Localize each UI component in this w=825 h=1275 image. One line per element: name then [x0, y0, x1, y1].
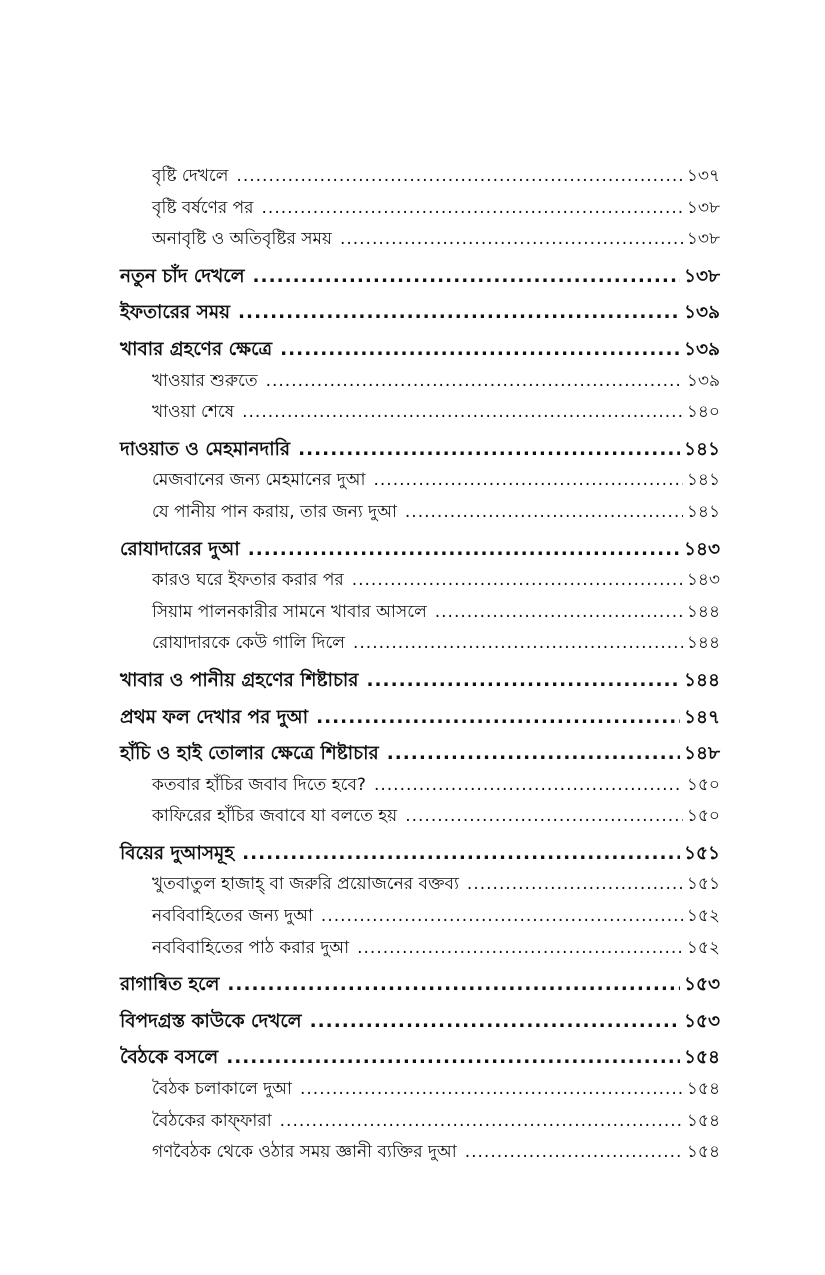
- toc-section-row: [120, 163, 720, 195]
- toc-page-number: ১৩৮: [686, 197, 720, 218]
- dot-leader: [352, 570, 683, 590]
- toc-entry-title: বিপদগ্রস্ত কাউকে দেখলে: [120, 1010, 302, 1032]
- toc-entry-title: নববিবাহিতের পাঠ করার দুআ: [152, 937, 350, 958]
- dot-leader: [465, 1142, 683, 1162]
- toc-chapter-row: [120, 1039, 720, 1076]
- toc-entry-title: খাওয়া শেষে: [152, 402, 235, 423]
- toc-chapter-row: [120, 835, 720, 872]
- toc-entry-title: নতুন চাঁদ দেখলে: [120, 265, 245, 287]
- toc-section-row: [120, 195, 720, 227]
- table-of-contents: [120, 163, 720, 1171]
- dot-leader: [238, 302, 680, 323]
- toc-page-number: ১৪৪: [683, 669, 720, 691]
- toc-section-row: [120, 1108, 720, 1140]
- dot-leader: [366, 670, 680, 691]
- toc-page-number: ১৪১: [686, 470, 720, 491]
- dot-leader: [242, 402, 683, 422]
- dot-leader: [316, 707, 680, 728]
- toc-entry-title: সিয়াম পালনকারীর সামনে খাবার আসলে: [152, 601, 427, 622]
- toc-page-number: ১৪১: [683, 438, 720, 460]
- toc-page-number: ১৫১: [686, 874, 720, 895]
- toc-page-number: ১৫৪: [686, 1110, 720, 1131]
- toc-chapter-row: [120, 699, 720, 736]
- toc-section-row: [120, 630, 720, 662]
- toc-entry-title: যে পানীয় পান করায়, তার জন্য দুআ: [152, 501, 397, 522]
- dot-leader: [405, 502, 683, 522]
- toc-chapter-row: [120, 531, 720, 568]
- toc-page-number: ১৩৭: [686, 166, 720, 186]
- toc-entry-title: নববিবাহিতের জন্য দুআ: [152, 906, 313, 927]
- dot-leader: [467, 874, 683, 894]
- toc-entry-title: মেজবানের জন্য মেহমানের দুআ: [152, 470, 366, 491]
- toc-section-row: [120, 871, 720, 903]
- dot-leader: [226, 1047, 680, 1068]
- toc-page-number: ১৩৮: [686, 229, 720, 250]
- dot-leader: [242, 843, 680, 864]
- toc-page-number: ১৫২: [686, 937, 720, 958]
- toc-section-row: [120, 1076, 720, 1108]
- toc-entry-title: বৈঠক চলাকালে দুআ: [152, 1079, 292, 1100]
- toc-entry-title: হাঁচি ও হাই তোলার ক্ষেত্রে শিষ্টাচার: [120, 743, 379, 765]
- toc-chapter-row: [120, 294, 720, 331]
- dot-leader: [374, 470, 683, 490]
- toc-chapter-row: [120, 258, 720, 295]
- toc-section-row: [120, 772, 720, 804]
- dot-leader: [253, 266, 680, 287]
- toc-page-number: ১৫৪: [686, 1079, 720, 1100]
- dot-leader: [310, 1011, 680, 1032]
- dot-leader: [405, 806, 683, 826]
- toc-page-number: ১৫২: [686, 906, 720, 927]
- toc-page-number: ১৪৮: [683, 743, 720, 765]
- toc-section-row: [120, 368, 720, 400]
- toc-section-row: [120, 803, 720, 835]
- toc-section-row: [120, 399, 720, 431]
- toc-entry-title: রোযাদারের দুআ: [120, 538, 240, 560]
- toc-page-number: ১৫০: [686, 774, 720, 795]
- toc-page-number: ১৩৮: [683, 265, 720, 287]
- toc-entry-title: খাওয়ার শুরুতে: [152, 370, 258, 391]
- toc-entry-title: খুতবাতুল হাজাহ্ বা জরুরি প্রয়োজনের বক্তব্য: [152, 874, 459, 895]
- toc-page-number: ১৫৪: [683, 1047, 720, 1069]
- toc-page-number: ১৫৩: [683, 974, 720, 996]
- toc-page-number: ১৪৪: [686, 633, 720, 654]
- toc-entry-title: দাওয়াত ও মেহমানদারি: [120, 438, 291, 460]
- toc-chapter-row: [120, 1003, 720, 1040]
- toc-page-number: ১৩৯: [686, 370, 720, 391]
- toc-page-number: ১৪৩: [683, 538, 720, 560]
- toc-entry-title: রোযাদারকে কেউ গালি দিলে: [152, 633, 345, 654]
- toc-entry-title: প্রথম ফল দেখার পর দুআ: [120, 706, 309, 728]
- dot-leader: [374, 775, 683, 795]
- toc-page-number: ১৫৪: [686, 1142, 720, 1163]
- toc-section-row: [120, 467, 720, 499]
- toc-section-row: [120, 599, 720, 631]
- toc-page-number: ১৫০: [686, 806, 720, 827]
- dot-leader: [280, 339, 680, 360]
- dot-leader: [280, 1111, 683, 1131]
- dot-leader: [435, 602, 683, 622]
- toc-entry-title: কাফিরের হাঁচির জবাবে যা বলতে হয়: [152, 806, 398, 827]
- toc-chapter-row: [120, 966, 720, 1003]
- toc-entry-title: বৃষ্টি দেখলে: [152, 166, 229, 186]
- toc-entry-title: খাবার গ্রহণের ক্ষেত্রে: [120, 338, 273, 360]
- toc-page-number: ১৪১: [686, 501, 720, 522]
- toc-page-number: ১৫১: [683, 842, 720, 864]
- toc-entry-title: গণবৈঠক থেকে ওঠার সময় জ্ঞানী ব্যক্তির দুআ: [152, 1142, 457, 1163]
- toc-entry-title: বৃষ্টি বর্ষণের পর: [152, 197, 254, 218]
- toc-section-row: [120, 567, 720, 599]
- toc-entry-title: রাগান্বিত হলে: [120, 974, 220, 996]
- dot-leader: [353, 633, 683, 653]
- toc-chapter-row: [120, 735, 720, 772]
- toc-section-row: [120, 1139, 720, 1171]
- toc-chapter-row: [120, 331, 720, 368]
- toc-section-row: [120, 226, 720, 258]
- dot-leader: [262, 198, 683, 218]
- dot-leader: [266, 371, 683, 391]
- dot-leader: [387, 743, 680, 764]
- toc-entry-title: ইফতারের সময়: [120, 302, 231, 324]
- toc-entry-title: খাবার ও পানীয় গ্রহণের শিষ্টাচার: [120, 669, 359, 691]
- toc-page-number: ১৫৩: [683, 1010, 720, 1032]
- dot-leader: [227, 974, 680, 995]
- dot-leader: [357, 938, 683, 958]
- toc-entry-title: অনাবৃষ্টি ও অতিবৃষ্টির সময়: [152, 229, 332, 250]
- toc-page-number: ১৪৭: [683, 706, 720, 728]
- toc-page-number: ১৩৯: [683, 302, 720, 324]
- toc-section-row: [120, 903, 720, 935]
- toc-chapter-row: [120, 662, 720, 699]
- toc-page-number: ১৪৩: [686, 570, 720, 591]
- dot-leader: [340, 229, 683, 249]
- dot-leader: [248, 539, 680, 560]
- toc-page-number: ১৪৪: [686, 601, 720, 622]
- toc-entry-title: বৈঠকের কাফ্ফারা: [152, 1110, 272, 1131]
- toc-entry-title: বিয়ের দুআসমূহ: [120, 842, 235, 864]
- toc-section-row: [120, 935, 720, 967]
- dot-leader: [300, 1079, 683, 1099]
- dot-leader: [321, 906, 683, 926]
- toc-entry-title: কারও ঘরে ইফতার করার পর: [152, 570, 344, 591]
- toc-chapter-row: [120, 431, 720, 468]
- toc-entry-title: কতবার হাঁচির জবাব দিতে হবে?: [152, 774, 366, 795]
- toc-page-number: ১৪০: [686, 402, 720, 423]
- dot-leader: [298, 439, 680, 460]
- toc-page-number: ১৩৯: [683, 338, 720, 360]
- dot-leader: [236, 166, 682, 186]
- toc-section-row: [120, 499, 720, 531]
- toc-entry-title: বৈঠকে বসলে: [120, 1047, 219, 1069]
